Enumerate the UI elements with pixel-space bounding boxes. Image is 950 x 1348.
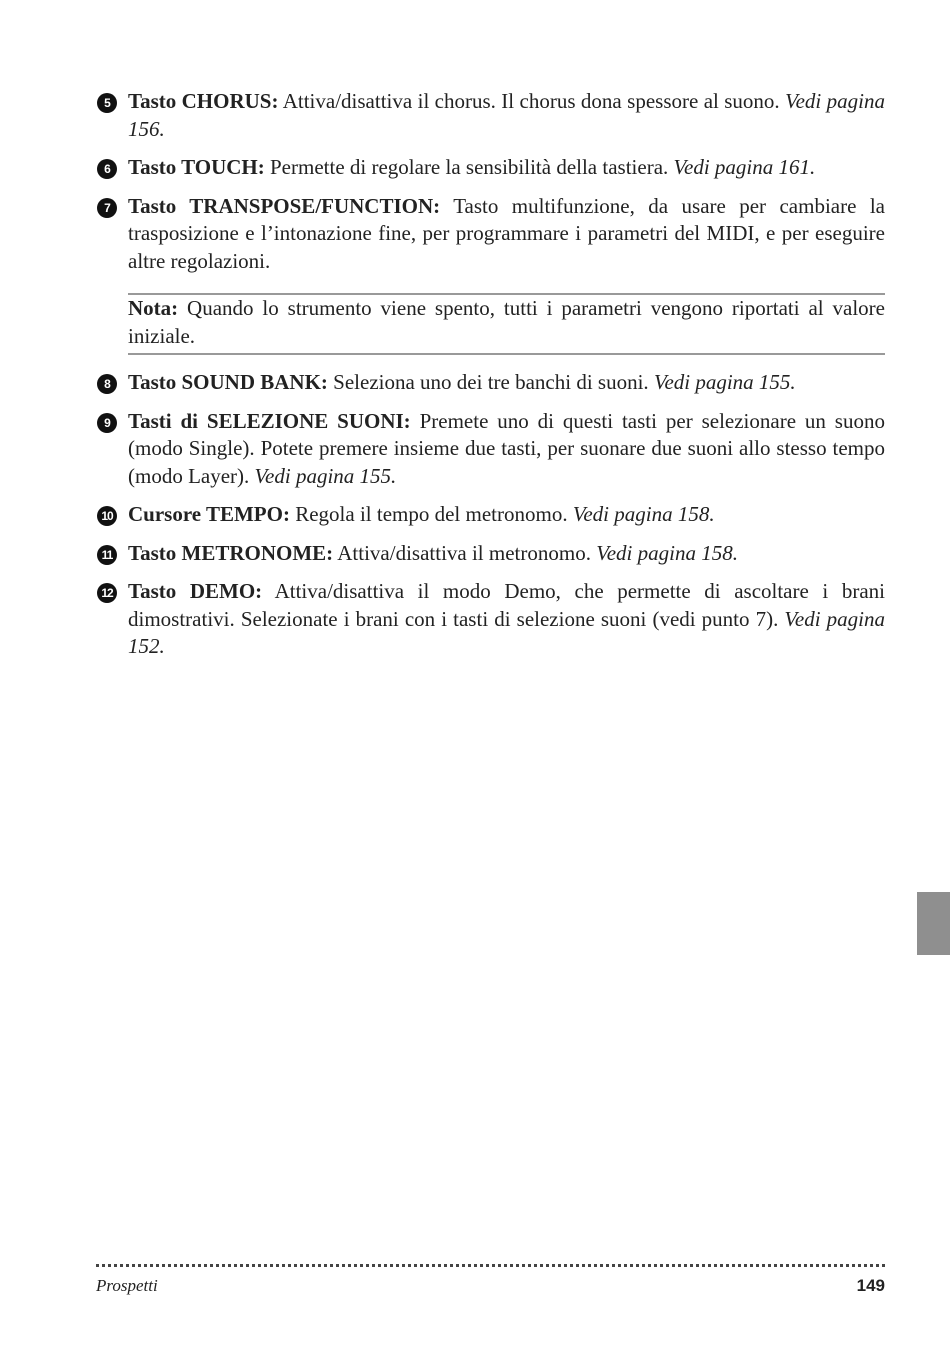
item-text: Seleziona uno dei tre banchi di suoni. (327, 370, 654, 394)
item-text: Attiva/disattiva il modo Demo, che permette di ascoltare i brani dimostrativi. Selezionate i brani con i tasti di selezione suoni (vedi punto 7). (128, 579, 885, 631)
page-number: 149 (856, 1276, 885, 1295)
item-label: Cursore TEMPO: (128, 502, 290, 526)
item-label: Tasto TRANSPOSE/FUNCTION: (128, 193, 441, 218)
list-item-sound-bank (96, 369, 885, 397)
item-label: Tasto METRONOME: (128, 540, 334, 565)
number-badge: 8 (97, 374, 117, 394)
list-item-chorus (96, 88, 885, 143)
page-reference: Vedi pagina 158. (572, 502, 715, 526)
note-text: Quando lo strumento viene spento, tutti i parametri vengono riportati al valore iniziale. (128, 296, 885, 348)
page-reference: Vedi pagina 158. (596, 540, 738, 565)
footer-section-title: Prospetti (96, 1276, 158, 1295)
number-badge: 12 (97, 583, 117, 603)
number-badge: 7 (97, 198, 117, 218)
page-reference: Vedi pagina 155. (254, 463, 397, 488)
note-box (128, 293, 885, 355)
number-badge: 10 (97, 506, 117, 526)
page-footer (96, 1264, 885, 1297)
list-item-sound-select (96, 408, 885, 491)
number-badge: 9 (97, 413, 117, 433)
item-label: Tasto SOUND BANK: (128, 370, 328, 394)
number-badge: 11 (97, 545, 117, 565)
item-text: Premete uno di questi tasti per selezionare un suono (modo Single). Potete premere insieme due tasti, per suonare due suoni allo stesso tempo (modo Layer). (128, 408, 885, 488)
page-reference: Vedi pagina 152. (128, 606, 885, 658)
list-item-transpose (96, 193, 885, 276)
number-badge: 6 (97, 159, 117, 179)
section-tab (917, 892, 950, 955)
number-badge: 5 (97, 93, 117, 113)
item-label: Tasto TOUCH: (128, 155, 265, 179)
page-reference: Vedi pagina 155. (653, 370, 796, 394)
item-text: Tasto multifunzione, da usare per cambiare la trasposizione e l’intonazione fine, per programmare i parametri del MIDI, e per eseguire altre regolazioni. (128, 193, 885, 273)
item-text: Regola il tempo del metronomo. (289, 502, 573, 526)
page-reference: Vedi pagina 156. (128, 89, 885, 141)
page-reference: Vedi pagina 161. (673, 155, 816, 179)
list-item-demo (96, 578, 885, 661)
item-label: Tasti di SELEZIONE SUONI: (128, 408, 411, 433)
list-item-tempo (96, 501, 885, 529)
item-text: Attiva/disattiva il metronomo. (333, 540, 597, 565)
item-text: Attiva/disattiva il chorus. Il chorus dona spessore al suono. (278, 89, 786, 113)
note-label: Nota: (128, 296, 179, 320)
item-label: Tasto CHORUS: (128, 89, 279, 113)
list-item-touch (96, 154, 885, 182)
page-content (96, 88, 885, 672)
list-item-metronome (96, 540, 885, 568)
item-label: Tasto DEMO: (128, 579, 263, 603)
item-text: Permette di regolare la sensibilità della tastiera. (264, 155, 674, 179)
